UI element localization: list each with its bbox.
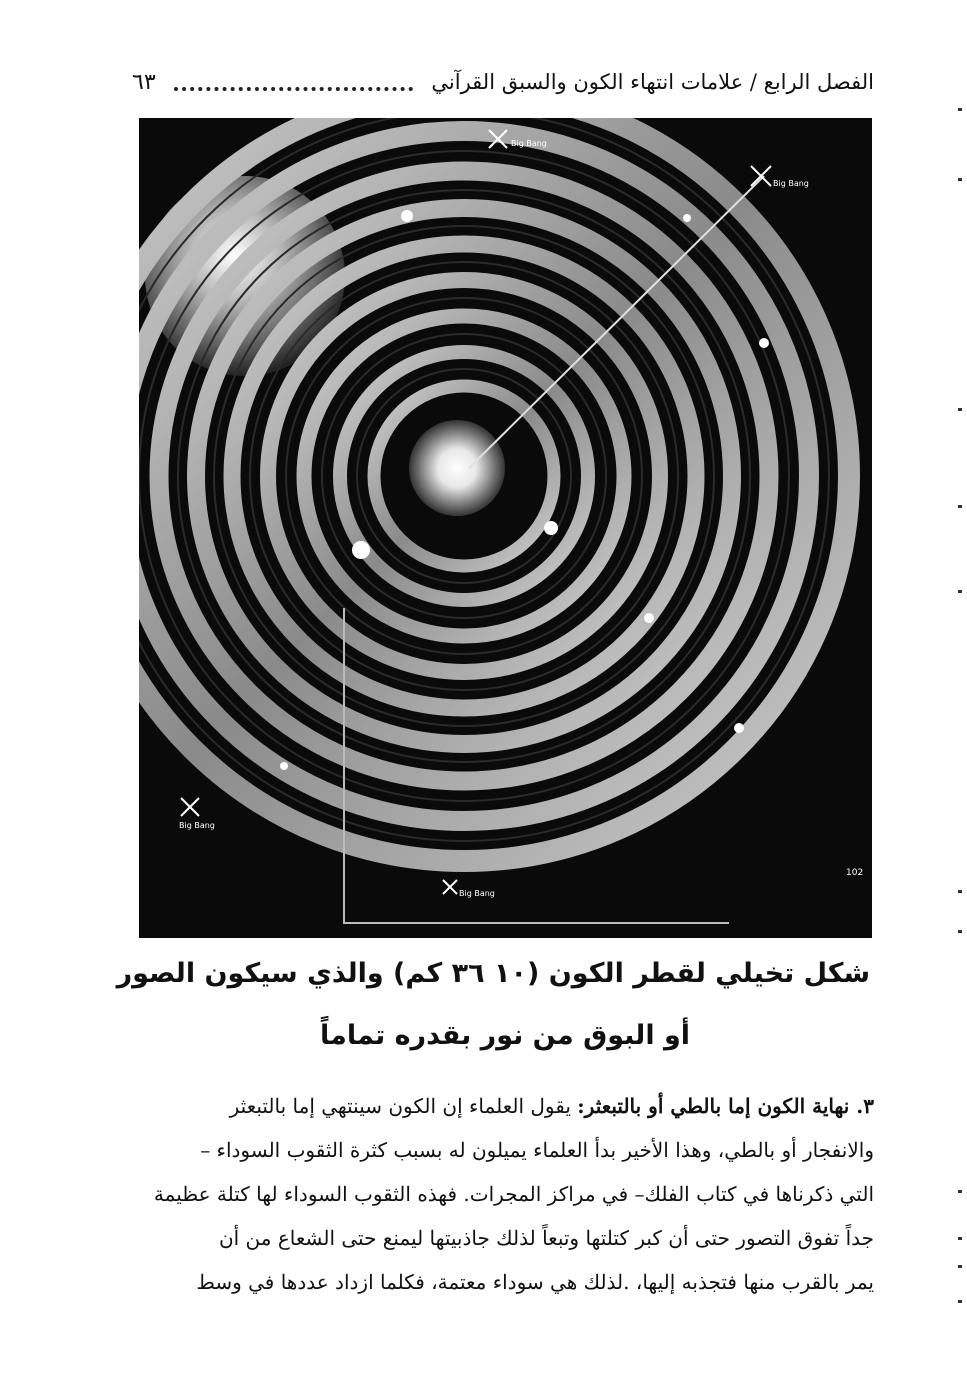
section-heading: ٣. نهاية الكون إما بالطي أو بالتبعثر:: [577, 1094, 874, 1118]
body-line-5: يمر بالقرب منها فتجذبه إليها، .لذلك هي سوداء معتمة، فكلما ازداد عددها في وسط: [196, 1270, 874, 1294]
universe-illustration-svg: [139, 118, 872, 938]
central-core: [409, 420, 505, 516]
big-bang-label-4: Big Bang: [459, 889, 495, 898]
margin-tick: [958, 590, 962, 593]
body-paragraph: [137, 1084, 874, 1304]
margin-tick: [958, 890, 962, 893]
margin-tick: [958, 505, 962, 508]
margin-tick: [958, 1265, 962, 1268]
page-number: ٦٣: [132, 69, 156, 95]
body-line-2: والانفجار أو بالطي، وهذا الأخير بدأ العلماء يميلون له بسبب كثرة الثقوب السوداء –: [200, 1138, 874, 1162]
big-bang-label-2: Big Bang: [773, 179, 809, 188]
universe-illustration: [139, 118, 872, 938]
margin-tick: [958, 408, 962, 411]
margin-tick: [958, 1237, 962, 1240]
figure-corner-number: 102: [846, 868, 864, 878]
big-bang-label-3: Big Bang: [179, 821, 215, 830]
body-line-4: جداً تفوق التصور حتى أن كبر كتلتها وتبعاً لذلك جاذبيتها ليمنع حتى الشعاع من أن: [218, 1226, 874, 1250]
body-line-3: التي ذكرناها في كتاب الفلك– في مراكز المجرات. فهذه الثقوب السوداء لها كتلة عظيمة: [153, 1182, 874, 1206]
chapter-title: الفصل الرابع / علامات انتهاء الكون والسبق القرآني: [431, 70, 874, 94]
margin-tick: [958, 178, 962, 181]
figure-caption-line-2: أو البوق من نور بقدره تماماً: [319, 1020, 691, 1051]
running-header: [132, 62, 874, 102]
body-line-1-text: يقول العلماء إن الكون سينتهي إما بالتبعثر: [229, 1094, 571, 1118]
margin-tick: [958, 1300, 962, 1303]
big-bang-label-1: Big Bang: [511, 139, 547, 148]
figure-caption-line-1: شكل تخيلي لقطر الكون (١٠ ٣٦ كم) والذي سيكون الصور: [116, 958, 870, 989]
header-dotted-leader: [174, 81, 414, 91]
margin-tick: [958, 1190, 962, 1193]
margin-tick: [958, 930, 962, 933]
margin-tick: [958, 108, 962, 111]
body-line-1: [137, 1084, 874, 1128]
